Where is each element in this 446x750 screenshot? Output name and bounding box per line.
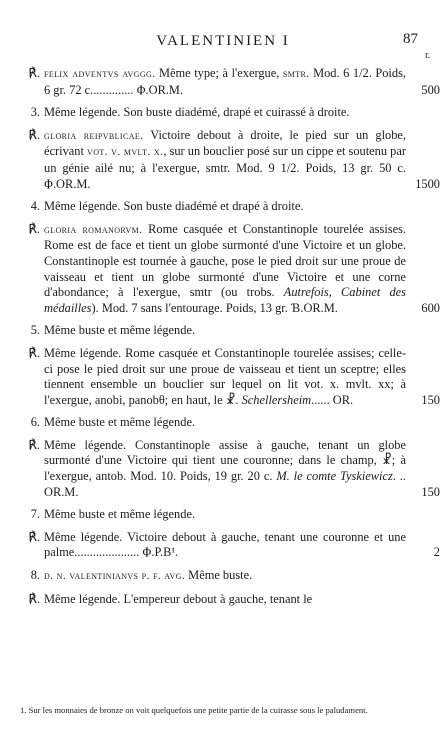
entry-number: 4. [30,199,40,214]
reverse-mark: ℟. [28,591,40,606]
legend-text: gloria reipvblicae. [44,129,144,142]
entry-text: Rome casquée et Constantinople tourelée assises. Rome est de face et tient un globe surmonté d'une Victoire et un globe. Constantinople est tournée à gauche, pose le pied droit sur une proue de vaisseau et tient un globe surmonté d'une Victoire et une corne d'abondance; à l'exergue, smtr (ou trobs. [44,221,406,300]
price: 150 [421,392,440,407]
running-title: VALENTINIEN I [156,33,290,49]
legend-text: felix adventvs avggg. [44,68,156,80]
catalog-entry [28,221,440,317]
legend-text: gloria romanorvm. [44,223,143,236]
price: 1500 [415,176,440,191]
provenance-text: Autrefois, Cabinet des médailles [44,285,406,315]
catalog-entry [28,127,440,192]
entry-number: 6. [30,415,40,430]
reverse-mark: ℟. [28,437,40,452]
reverse-mark: ℟. [28,127,40,142]
catalog-entry [30,199,406,215]
rarity-column-key: r. [425,50,431,61]
entry-text: Même buste et même légende. [44,507,196,522]
price: 150 [421,484,440,499]
inscription-text: vot. v. mvlt. x. [87,146,164,159]
catalog-entry [30,105,406,121]
price: 500 [421,82,440,97]
catalog-entries [0,66,446,614]
entry-text-cont: , sur un bouclier posé sur un cippe et soutenu par un génie ailé nu; à l'exergue, smtr. Mod. 9 1/2. Poids, 13 gr. 50 c. Ⱇ.OR.M. [44,144,407,191]
entry-text: Même buste. [185,568,253,583]
catalog-entry [30,323,406,339]
entry-text-cont: Mod. 6 1/2. Poids, 6 gr. 72 c.............. Ⱇ.OR.M. [44,66,406,97]
entry-text: Même légende. Rome casquée et Constantinople tourelée assises; celle-ci pose le pied droit sur une proue de vaisseau et tient un sceptre; elles tiennent ensemble un bouclier sur lequel on lit vot. x. mvlt. xx; à l'exergue, anobi, panobθ; en haut, le ☧. [44,345,406,407]
entry-number: 7. [30,507,40,522]
price: 600 [421,300,440,315]
provenance-text: M. le comte Tyskiewicz [276,469,393,484]
reverse-mark: ℟. [28,66,40,80]
entry-text: Même légende. L'empereur debout à gauche, tenant le [44,591,313,606]
reverse-mark: ℟. [28,345,40,360]
exergue-text: smtr. [282,68,310,80]
entry-text-cont: ...... OR. [311,392,354,407]
entry-text: Même légende. Son buste diadémé, drapé et cuirassé à droite. [44,105,350,120]
entry-number: 8. [30,568,40,583]
entry-text: Même buste et même légende. [44,323,196,338]
reverse-mark: ℟. [28,221,40,236]
entry-number: 5. [30,323,40,338]
provenance-text: Schellersheim [241,392,312,407]
entry-text-cont: ). Mod. 7 sans l'entourage. Poids, 13 gr. Ɓ.OR.M. [91,300,338,315]
catalog-entry [30,415,406,431]
catalog-entry [28,345,440,408]
entry-text: Même légende. Son buste diadémé et drapé à droite. [44,199,304,214]
catalog-entry [28,437,440,500]
entry-text: Même type; à l'exergue, [155,66,283,80]
entry-text: Victoire debout à droite, le pied sur un globe, écrivant [44,127,406,159]
catalog-entry [28,591,406,608]
entry-number: 3. [30,105,40,120]
entry-text: Même légende. Constantinople assise à gauche, tenant un globe surmonté d'une Victoire qui tient une couronne; dans le champ, ☧; à l'exergue, antob. Mod. 10. Poids, 19 gr. 20 c. [44,437,406,484]
price: 2 [433,545,440,560]
entry-text: Même légende. Victoire debout à gauche, tenant une couronne et une palme..................... Ⱇ.P.B¹. [44,529,406,560]
page-number: 87 [403,31,418,47]
reverse-mark: ℟. [28,529,40,544]
entry-text-cont: . .. OR.M. [44,469,407,499]
entry-text: Même buste et même légende. [44,415,196,430]
catalog-entry [30,568,406,585]
catalog-entry [28,529,440,561]
legend-text: d. n. valentinianvs p. f. avg. [44,570,186,583]
catalog-entry [28,66,440,98]
footnote: 1. Sur les monnaies de bronze on voit quelquefois une petite partie de la cuirasse sous le paludament. [20,705,368,715]
catalog-entry [30,507,406,523]
